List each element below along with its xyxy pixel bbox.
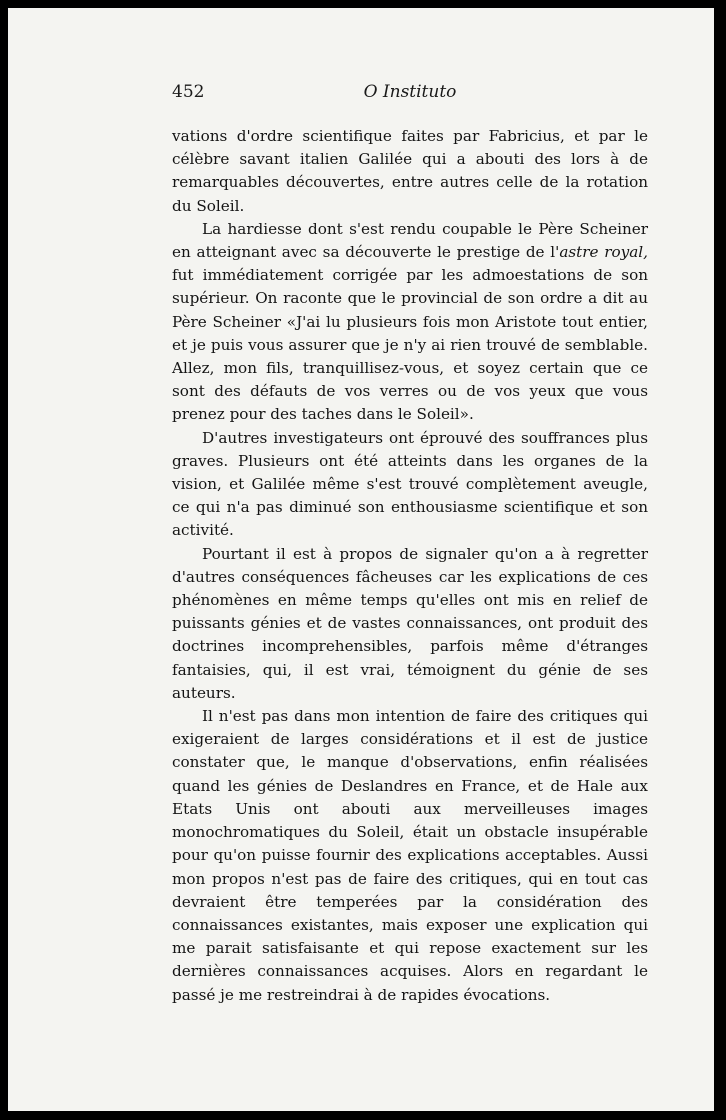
page-header (172, 82, 648, 106)
running-title: O Instituto (363, 82, 457, 102)
paragraph-4: Pourtant il est à propos de signaler qu'on a à regretter d'autres conséquences fâcheuses car les explications de ces phénomènes en même temps qu'elles ont mis en relief de puissants génies et de vastes connaissances, ont produit des doctrines incomprehensibles, parfois même d'étranges fantaisies, qui, il est vrai, témoignent du génie de ses auteurs. (172, 544, 648, 702)
scanned-page (8, 8, 714, 1111)
italic-phrase: astre royal, (559, 243, 648, 262)
paragraph-1: vations d'ordre scientifique faites par Fabricius, et par le célèbre savant italien Galilée qui a abouti des lors à de remarquables découvertes, entre autres celle de la rotation du Soleil. (172, 127, 648, 215)
paragraph-2: La hardiesse dont s'est rendu coupable le Père Scheiner en atteignant avec sa découverte le prestige de l'astre royal, fut immédiatement corrigée par les admoestations de son supérieur. On raconte que le provincial de son ordre a dit au Père Scheiner «J'ai lu plusieurs fois mon Aristote tout entier, et je puis vous assurer que je n'y ai rien trouvé de semblable. Allez, mon fils, tranquillisez-vous, et soyez certain que ce sont des défauts de vos verres ou de vos yeux que vous prenez pour des taches dans le Soleil». (172, 219, 648, 424)
page-number: 452 (172, 82, 205, 102)
paragraph-3: D'autres investigateurs ont éprouvé des souffrances plus graves. Plusieurs ont été atteints dans les organes de la vision, et Galilée même s'est trouvé complètement aveugle, ce qui n'a pas diminué son enthousiasme scientifique et son activité. (172, 428, 648, 540)
body-text (172, 125, 648, 1007)
paragraph-5: Il n'est pas dans mon intention de faire des critiques qui exigeraient de larges considérations et il est de justice constater que, le manque d'observations, enfin réalisées quand les génies de Deslandres en France, et de Hale aux Etats Unis ont abouti aux merveilleuses images monochromatiques du Soleil, était un obstacle insupérable pour qu'on puisse fournir des explications acceptables. Aussi mon propos n'est pas de faire des critiques, qui en tout cas devraient être temperées par la considération des connaissances existantes, mais exposer une explication qui me parait satisfaisante et qui repose exactement sur les dernières connaissances acquises. Alors en regardant le passé je me restreindrai à de rapides évocations. (172, 707, 648, 1004)
